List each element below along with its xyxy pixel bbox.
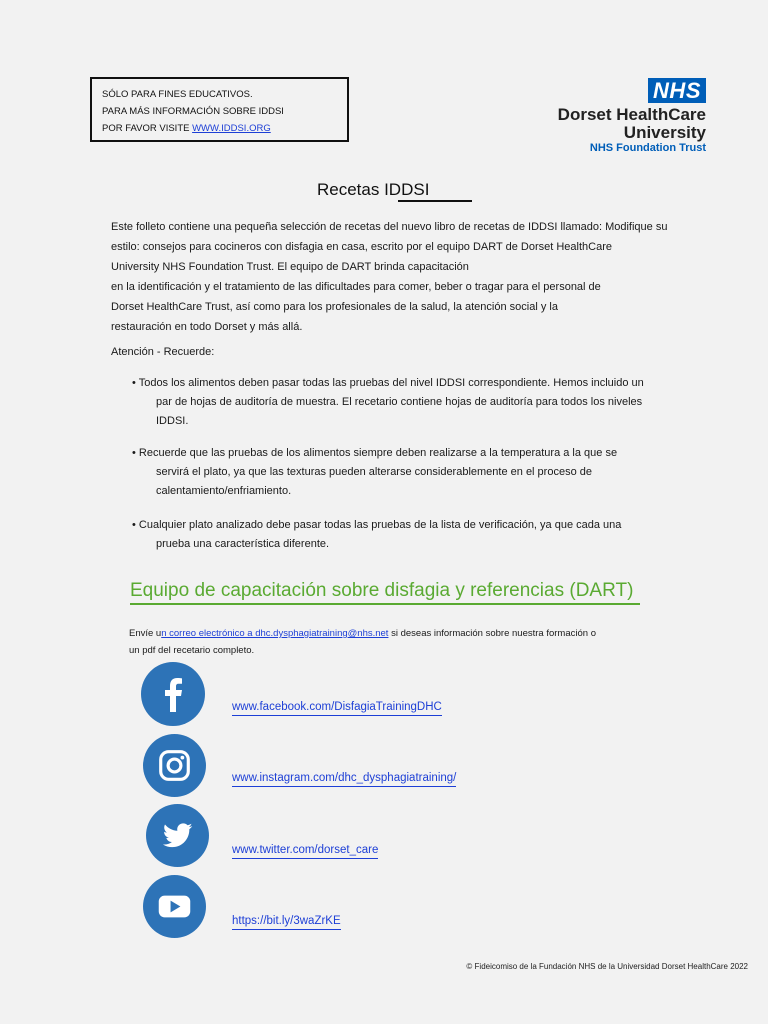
youtube-link[interactable]: https://bit.ly/3waZrKE: [232, 914, 341, 930]
bullet-item: [132, 444, 617, 501]
logo-line-3: NHS Foundation Trust: [589, 142, 706, 154]
bullet-continuation: par de hojas de auditoría de muestra. El recetario contiene hojas de auditoría para todos los niveles: [156, 396, 643, 408]
intro-line: en la identificación y el tratamiento de las dificultades para comer, beber o tragar para el personal de: [111, 281, 601, 293]
email-prefix: Envíe u: [129, 628, 162, 639]
bullet-first-line: • Todos los alimentos deben pasar todas las pruebas del nivel IDDSI correspondiente. Hemos incluido un: [132, 377, 644, 389]
email-suffix: si deseas información sobre nuestra formación o: [388, 628, 596, 639]
notice-line-3: [102, 120, 347, 137]
instagram-icon[interactable]: [143, 734, 206, 797]
intro-line: Dorset HealthCare Trust, así como para los profesionales de la salud, la atención social y la: [111, 301, 558, 313]
copyright-notice: © Fideicomiso de la Fundación NHS de la Universidad Dorset HealthCare 2022: [466, 962, 748, 971]
page-title: Recetas IDDSI: [317, 180, 430, 199]
bullet-continuation: IDDSI.: [156, 415, 189, 427]
notice-line-3-prefix: POR FAVOR VISITE: [102, 123, 193, 134]
bullet-first-line: • Recuerde que las pruebas de los alimentos siempre deben realizarse a la temperatura a la que se: [132, 447, 618, 459]
instagram-link[interactable]: www.instagram.com/dhc_dysphagiatraining/: [232, 771, 456, 787]
bullet-continuation: prueba una característica diferente.: [156, 538, 330, 550]
title-underline: [398, 200, 472, 202]
iddsi-link[interactable]: WWW.IDDSI.ORG: [192, 123, 271, 134]
facebook-icon[interactable]: [141, 662, 205, 726]
intro-line: University NHS Foundation Trust. El equipo de DART brinda capacitación: [111, 261, 469, 273]
youtube-icon[interactable]: [143, 875, 206, 938]
intro-line: estilo: consejos para cocineros con disfagia en casa, escrito por el equipo DART de Dorset HealthCare: [111, 241, 612, 253]
twitter-icon[interactable]: [146, 804, 209, 867]
intro-line: restauración en todo Dorset y más allá.: [111, 321, 303, 333]
email-link[interactable]: n correo electrónico a dhc.dysphagiatraining@nhs.net: [161, 628, 389, 639]
educational-notice: [90, 77, 349, 142]
logo-line-1: Dorset HealthCare: [557, 105, 706, 124]
notice-line-1: SÓLO PARA FINES EDUCATIVOS.: [102, 89, 253, 100]
nhs-logo: [558, 78, 706, 156]
bullet-first-line: • Cualquier plato analizado debe pasar todas las pruebas de la lista de verificación, ya que cada una: [132, 519, 622, 531]
email-paragraph: [129, 625, 596, 659]
intro-line: Este folleto contiene una pequeña selección de recetas del nuevo libro de recetas de IDDSI llamado: Modifique su: [111, 221, 668, 233]
email-line-2: un pdf del recetario completo.: [129, 645, 255, 656]
facebook-link[interactable]: www.facebook.com/DisfagiaTrainingDHC: [232, 700, 442, 716]
intro-paragraph: [111, 217, 667, 337]
bullet-continuation: servirá el plato, ya que las texturas pueden alterarse considerablemente en el proceso de: [156, 466, 592, 478]
bullet-item: [132, 374, 644, 431]
notice-line-2: PARA MÁS INFORMACIÓN SOBRE IDDSI: [102, 106, 284, 117]
twitter-link[interactable]: www.twitter.com/dorset_care: [232, 843, 378, 859]
dart-heading: Equipo de capacitación sobre disfagia y referencias (DART): [130, 580, 634, 601]
attention-heading: Atención - Recuerde:: [111, 346, 215, 358]
email-line-1: [129, 625, 596, 642]
bullet-continuation: calentamiento/enfriamiento.: [156, 485, 292, 497]
bullet-item: [132, 516, 621, 554]
nhs-badge: NHS: [648, 78, 706, 103]
dart-heading-underline: [130, 603, 640, 605]
logo-line-2: University: [623, 123, 706, 142]
